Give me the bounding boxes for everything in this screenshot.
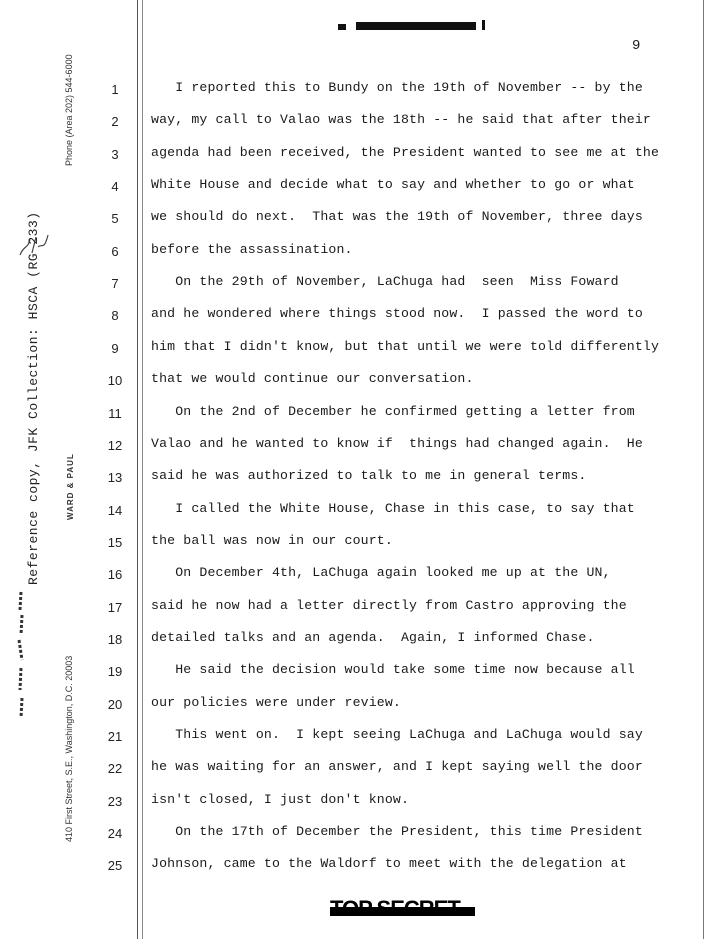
transcript-line: Valao and he wanted to know if things had changed again. He [151, 436, 643, 451]
line-number: 15 [107, 535, 123, 550]
line-number: 21 [107, 729, 123, 744]
line-number: 24 [107, 826, 123, 841]
transcript-line: Johnson, came to the Waldorf to meet with the delegation at [151, 856, 627, 871]
line-number: 13 [107, 470, 123, 485]
line-number: 14 [107, 503, 123, 518]
transcript-line: White House and decide what to say and whether to go or what [151, 177, 635, 192]
transcript-line: said he was authorized to talk to me in general terms. [151, 468, 587, 483]
transcript-line: he was waiting for an answer, and I kept saying well the door [151, 759, 643, 774]
line-number: 18 [107, 632, 123, 647]
line-number: 11 [108, 406, 122, 421]
transcript-line: our policies were under review. [151, 695, 401, 710]
page-number: 9 [632, 38, 641, 54]
transcript-line: we should do next. That was the 19th of November, three days [151, 209, 643, 224]
line-number: 8 [111, 308, 119, 323]
line-number: 23 [107, 794, 123, 809]
line-number: 22 [107, 761, 123, 776]
transcript-line: I called the White House, Chase in this case, to say that [151, 501, 635, 516]
line-number: 25 [107, 858, 123, 873]
line-number: 19 [107, 664, 123, 679]
transcript-line: isn't closed, I just don't know. [151, 792, 410, 807]
transcript-line: said he now had a letter directly from Castro approving the [151, 598, 627, 613]
transcript-line: On the 17th of December the President, this time President [151, 824, 643, 839]
line-number: 4 [111, 179, 119, 194]
left-margin-rule [137, 0, 138, 939]
line-number: 9 [111, 341, 119, 356]
transcript-line: I reported this to Bundy on the 19th of November -- by the [151, 80, 643, 95]
line-number: 6 [111, 244, 119, 259]
transcript-line: On December 4th, LaChuga again looked me up at the UN, [151, 565, 611, 580]
top-classification-mark [330, 14, 490, 30]
line-number: 12 [107, 438, 123, 453]
bottom-classification-mark [330, 896, 460, 922]
sidebar-address: 410 First Street, S.E., Washington, D.C. 20003 [64, 655, 74, 842]
transcript-line: and he wondered where things stood now. I passed the word to [151, 306, 643, 321]
sidebar-phone: Phone (Area 202) 544-6000 [64, 54, 74, 166]
line-number: 2 [111, 114, 119, 129]
line-number: 5 [111, 211, 119, 226]
transcript-line: him that I didn't know, but that until we were told differently [151, 339, 660, 354]
transcript-line: the ball was now in our court. [151, 533, 393, 548]
left-margin-rule-inner [142, 0, 143, 939]
sidebar-reference-stamp: Reference copy, JFK Collection: HSCA (RG 233) [26, 211, 41, 585]
line-number: 7 [111, 276, 119, 291]
transcript-line: On the 29th of November, LaChuga had seen Miss Foward [151, 274, 619, 289]
line-number: 20 [107, 697, 123, 712]
transcript-line: way, my call to Valao was the 18th -- he said that after their [151, 112, 651, 127]
line-number: 10 [107, 373, 123, 388]
transcript-line: He said the decision would take some time now because all [151, 662, 635, 677]
line-number: 17 [107, 600, 123, 615]
transcript-line: before the assassination. [151, 242, 353, 257]
transcript-line: On the 2nd of December he confirmed getting a letter from [151, 404, 635, 419]
sidebar-firm-name: WARD & PAUL [66, 453, 75, 520]
line-number: 3 [111, 147, 119, 162]
transcript-line: agenda had been received, the President wanted to see me at the [151, 145, 660, 160]
transcript-line: This went on. I kept seeing LaChuga and LaChuga would say [151, 727, 643, 742]
transcript-line: detailed talks and an agenda. Again, I informed Chase. [151, 630, 595, 645]
right-margin-rule [703, 0, 704, 939]
line-number: 16 [107, 567, 123, 582]
stamp-smudge-icon [14, 590, 28, 720]
transcript-line: that we would continue our conversation. [151, 371, 474, 386]
line-number: 1 [111, 82, 119, 97]
